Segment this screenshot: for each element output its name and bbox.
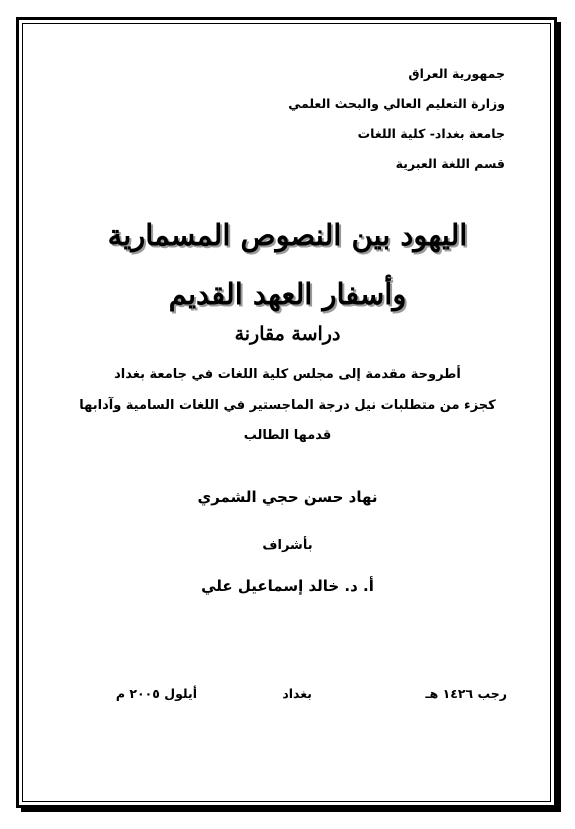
header-country: جمهورية العراق <box>408 66 505 81</box>
header-ministry: وزارة التعليم العالي والبحث العلمي <box>288 96 505 111</box>
title-line-2: وأسفار العهد القديم <box>168 277 407 311</box>
footer-gregorian-date: أيلول ٢٠٠٥ م <box>115 686 197 701</box>
footer-place: بغداد <box>282 686 312 701</box>
page-border-shadow-right <box>557 22 561 812</box>
thesis-line-3: قدمها الطالب <box>243 428 332 443</box>
student-name: نهاد حسن حجي الشمري <box>197 488 378 506</box>
header-department: قسم اللغة العبرية <box>395 156 505 171</box>
footer-hijri-date: رجب ١٤٢٦ هـ <box>425 686 507 701</box>
thesis-line-1: أطروحة مقدمة إلى مجلس كلية اللغات في جامعة بغداد <box>114 367 461 382</box>
page-border-shadow-bottom <box>21 808 561 812</box>
thesis-line-2: كجزء من متطلبات نيل درجة الماجستير في اللغات السامية وآدابها <box>79 398 496 413</box>
supervision-label: بأشراف <box>262 538 313 553</box>
supervisor-name: أ. د. خالد إسماعيل علي <box>201 577 374 595</box>
title-line-1: اليهود بين النصوص المسمارية <box>107 218 468 252</box>
header-university: جامعة بغداد- كلية اللغات <box>357 126 505 141</box>
subtitle: دراسة مقارنة <box>234 323 341 345</box>
